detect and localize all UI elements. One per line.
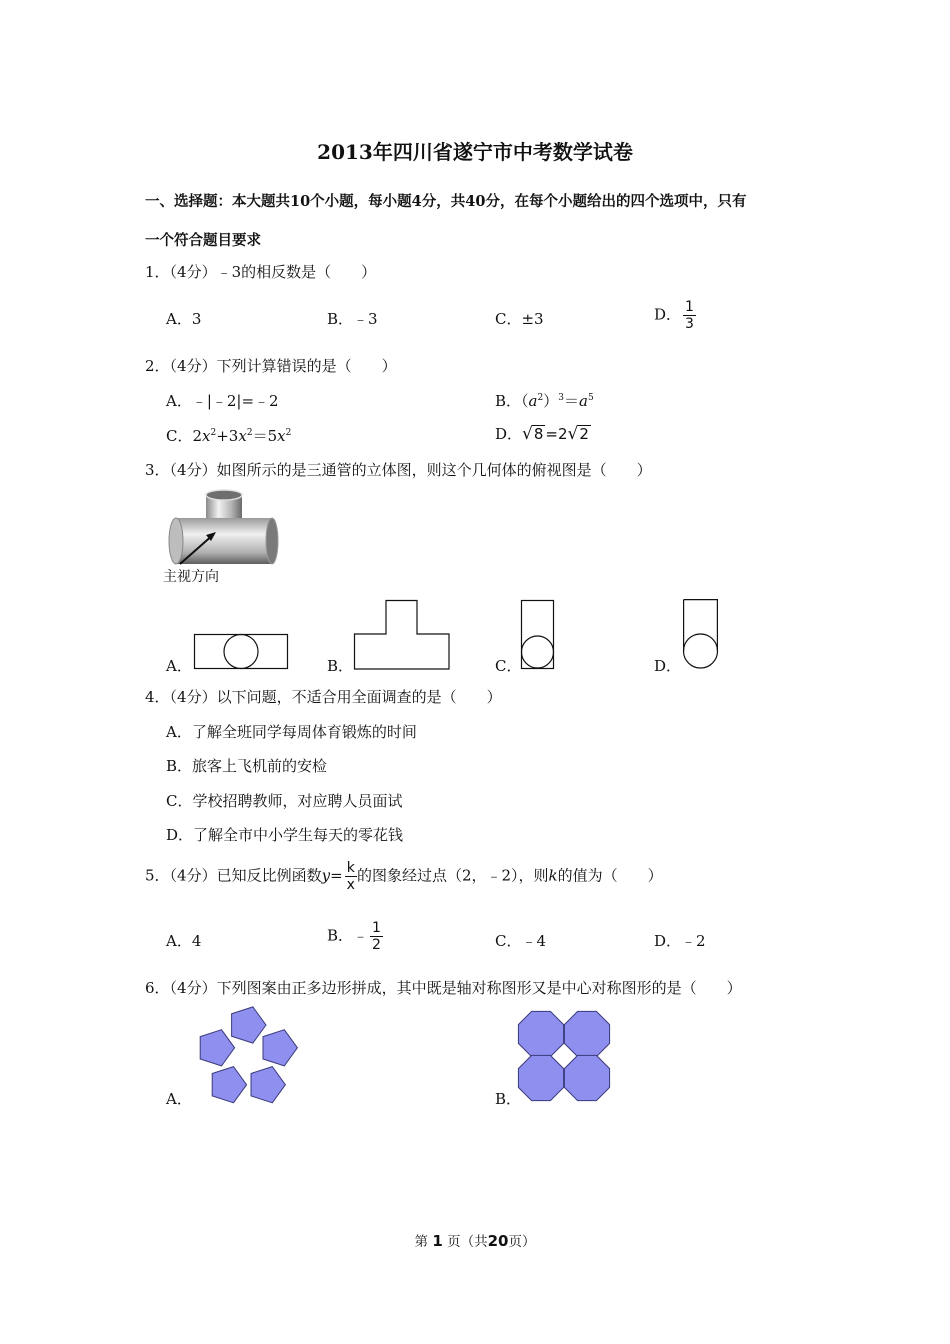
q3-stem: 3．（4分）如图所示的是三通管的立体图，则这个几何体的俯视图是（ ） — [145, 461, 652, 479]
q3-figure-b — [354, 600, 450, 670]
text: C．2 — [166, 427, 203, 445]
text: 的图象经过点（2，﹣2），则 — [356, 866, 549, 885]
exp: 2 — [537, 393, 544, 403]
var: a — [578, 392, 588, 410]
page-number: 1 — [432, 1232, 443, 1250]
q1-option-d-prefix: D． — [654, 305, 682, 324]
q3-option-d: D． — [654, 657, 682, 675]
text: 第 — [414, 1234, 429, 1250]
pentagon-tile — [251, 1067, 285, 1103]
fraction-numerator: 1 — [372, 920, 381, 936]
radical-sign: √ — [567, 424, 579, 444]
fraction — [683, 299, 696, 332]
radical-sign: √ — [522, 424, 533, 444]
section-heading-line2: 一个符合题目要求 — [145, 232, 261, 249]
octagon-tile — [518, 1055, 563, 1100]
q1-stem: 1．（4分）﹣3的相反数是（ ） — [145, 263, 377, 281]
q1-option-c: C．±3 — [495, 310, 544, 328]
text: B．（ — [495, 392, 529, 410]
q6-option-a: A． — [166, 1090, 192, 1108]
q1-option-d — [654, 299, 696, 332]
radicand: 8 — [533, 425, 544, 443]
fraction-denominator: x — [346, 877, 355, 893]
fraction-numerator: 1 — [685, 299, 694, 315]
q6-option-b: B． — [495, 1090, 522, 1108]
q6-figure-pentagons — [192, 1008, 302, 1104]
q3-option-b: B． — [327, 657, 354, 675]
text: 页） — [508, 1234, 536, 1250]
text: ） — [543, 392, 559, 410]
octagon-tile — [564, 1055, 609, 1100]
q3-figure-c — [521, 600, 555, 670]
text: D． — [495, 425, 523, 443]
page-title: 2013年四川省遂宁市中考数学试卷 — [317, 140, 633, 164]
q6-stem: 6．（4分）下列图案由正多边形拼成，其中既是轴对称图形又是中心对称图形的是（ ） — [145, 979, 742, 997]
fraction-denominator: 3 — [685, 316, 694, 332]
q4-option-b: B．旅客上飞机前的安检 — [166, 757, 328, 775]
pipe-top-opening — [206, 490, 242, 500]
text: = — [330, 866, 343, 885]
q4-option-a: A．了解全班同学每周体育锻炼的时间 — [166, 723, 417, 741]
q6-figure-octagons — [517, 1012, 613, 1102]
q5-option-b — [327, 920, 383, 953]
q2-option-d — [495, 423, 591, 444]
q5-option-c: C．﹣4 — [495, 932, 547, 950]
var: a — [528, 392, 538, 410]
q4-option-d: D．了解全市中小学生每天的零花钱 — [166, 826, 404, 844]
pentagon-tile — [200, 1030, 234, 1066]
text: =2 — [545, 425, 568, 443]
total-pages: 20 — [487, 1232, 509, 1250]
fraction-denominator: 2 — [372, 937, 381, 953]
q4-stem: 4．（4分）以下问题，不适合用全面调查的是（ ） — [145, 688, 502, 706]
pentagon-tile — [212, 1067, 246, 1103]
exp: 5 — [587, 393, 594, 403]
page-footer — [0, 1230, 950, 1250]
fraction — [345, 860, 357, 893]
octagon-tile — [518, 1011, 563, 1056]
exp: 2 — [246, 428, 253, 438]
var: k — [548, 866, 558, 885]
var: x — [277, 427, 286, 445]
text: 的值为（ ） — [557, 866, 663, 885]
exp: 2 — [285, 428, 292, 438]
figure-label: 主视方向 — [163, 569, 219, 585]
q3-figure-d — [683, 599, 719, 671]
q4-option-c: C．学校招聘教师，对应聘人员面试 — [166, 792, 403, 810]
q5-option-d: D．﹣2 — [654, 932, 706, 950]
text: B．﹣ — [327, 926, 369, 945]
q1-option-a: A．3 — [166, 310, 202, 328]
q3-figure-a — [194, 634, 288, 670]
pipe-left-end — [169, 518, 183, 564]
q2-option-a: A．﹣|﹣2|=﹣2 — [166, 392, 279, 410]
q2-option-c — [166, 425, 291, 446]
section-heading-line1: 一、选择题：本大题共10个小题，每小题4分，共40分，在每个小题给出的四个选项中，只有 — [145, 193, 747, 210]
var: x — [202, 427, 211, 445]
q2-option-b — [495, 390, 594, 411]
q2-stem: 2．（4分）下列计算错误的是（ ） — [145, 357, 397, 375]
pentagon-tile — [263, 1030, 297, 1066]
exp: 3 — [558, 393, 564, 403]
fraction-numerator: k — [345, 860, 357, 877]
q5-stem — [145, 860, 663, 893]
pentagon-tile — [232, 1007, 266, 1043]
q1-option-b: B．﹣3 — [327, 310, 378, 328]
text: ＝5 — [252, 427, 278, 445]
exp: 2 — [210, 428, 217, 438]
var: x — [238, 427, 247, 445]
text: ＝ — [563, 392, 579, 410]
q5-option-a: A．4 — [166, 932, 202, 950]
pipe-horizontal — [176, 518, 272, 564]
octagon-tile — [564, 1011, 609, 1056]
text: 5．（4分）已知反比例函数 — [145, 866, 322, 885]
text: 页（共 — [447, 1234, 488, 1250]
text: +3 — [216, 427, 239, 445]
pipe-right-end — [266, 518, 278, 564]
q3-option-a: A． — [166, 657, 192, 675]
q3-option-c: C． — [495, 657, 522, 675]
fraction — [370, 920, 383, 953]
var: y — [321, 866, 331, 885]
radicand: 2 — [579, 425, 589, 443]
